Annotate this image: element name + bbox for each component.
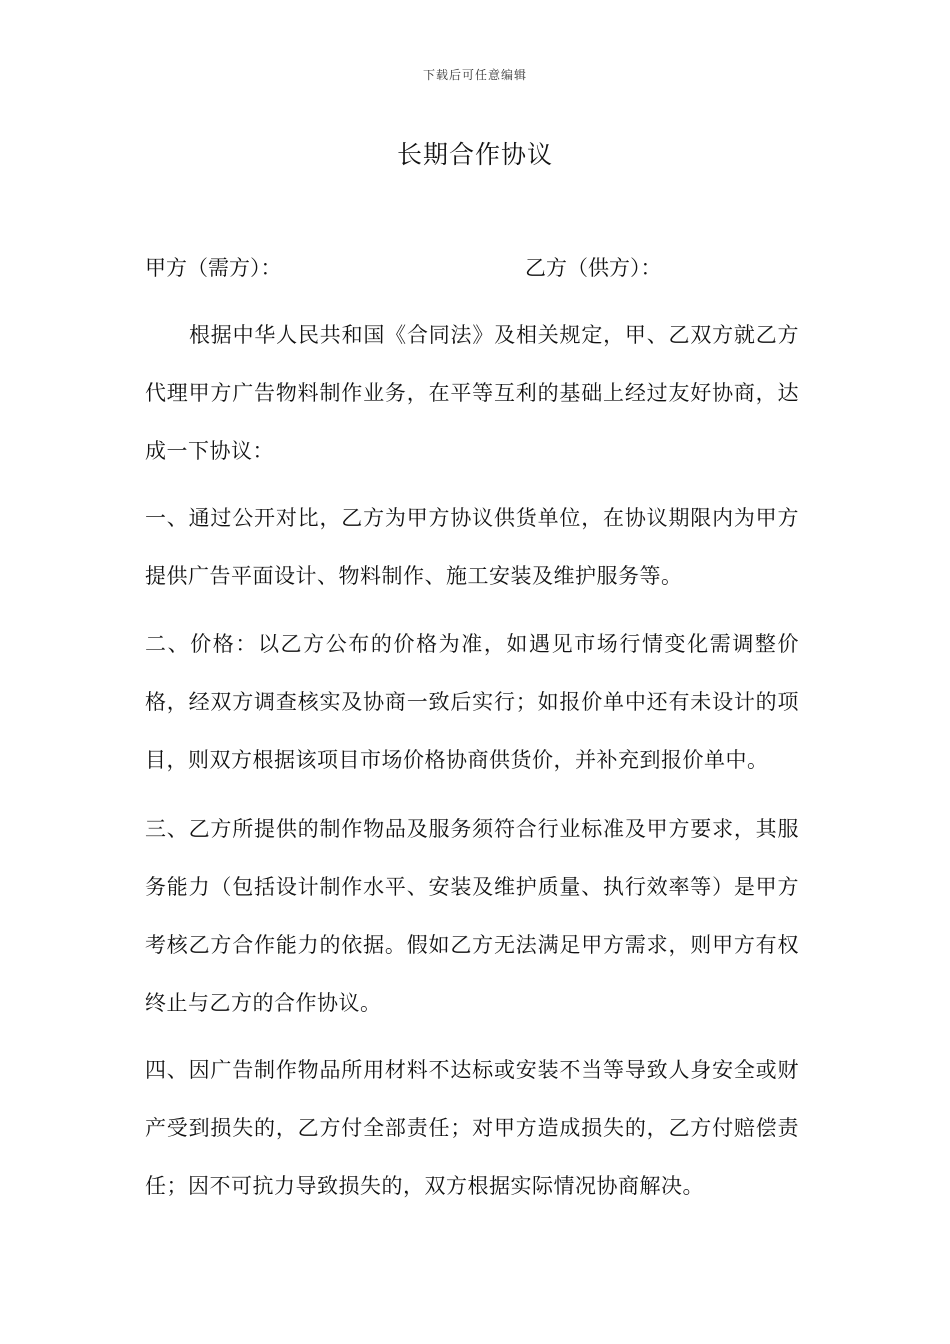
header-note: 下载后可任意编辑 bbox=[422, 68, 527, 82]
party-b-label: 乙方（供方）： bbox=[525, 256, 662, 280]
intro-paragraph: 根据中华人民共和国《合同法》及相关规定，甲、乙双方就乙方代理甲方广告物料制作业务，在平等互利的基础上经过友好协商，达成一下协议： bbox=[145, 323, 799, 463]
document-title: 长期合作协议 bbox=[396, 140, 553, 169]
clause-1: 一、通过公开对比，乙方为甲方协议供货单位，在协议期限内为甲方提供广告平面设计、物料制作、施工安装及维护服务等。 bbox=[145, 506, 799, 588]
clause-3: 三、乙方所提供的制作物品及服务须符合行业标准及甲方要求，其服务能力（包括设计制作水平、安装及维护质量、执行效率等）是甲方考核乙方合作能力的依据。假如乙方无法满足甲方需求，则甲方有权终止与乙方的合作协议。 bbox=[145, 817, 799, 1015]
parties-line bbox=[145, 252, 815, 282]
party-a-label: 甲方（需方）： bbox=[145, 256, 282, 280]
clause-2: 二、价格：以乙方公布的价格为准，如遇见市场行情变化需调整价格，经双方调查核实及协商一致后实行；如报价单中还有未设计的项目，则双方根据该项目市场价格协商供货价，并补充到报价单中。 bbox=[145, 632, 799, 772]
clause-4: 四、因广告制作物品所用材料不达标或安装不当等导致人身安全或财产受到损失的，乙方付全部责任；对甲方造成损失的，乙方付赔偿责任；因不可抗力导致损失的，双方根据实际情况协商解决。 bbox=[145, 1058, 799, 1198]
